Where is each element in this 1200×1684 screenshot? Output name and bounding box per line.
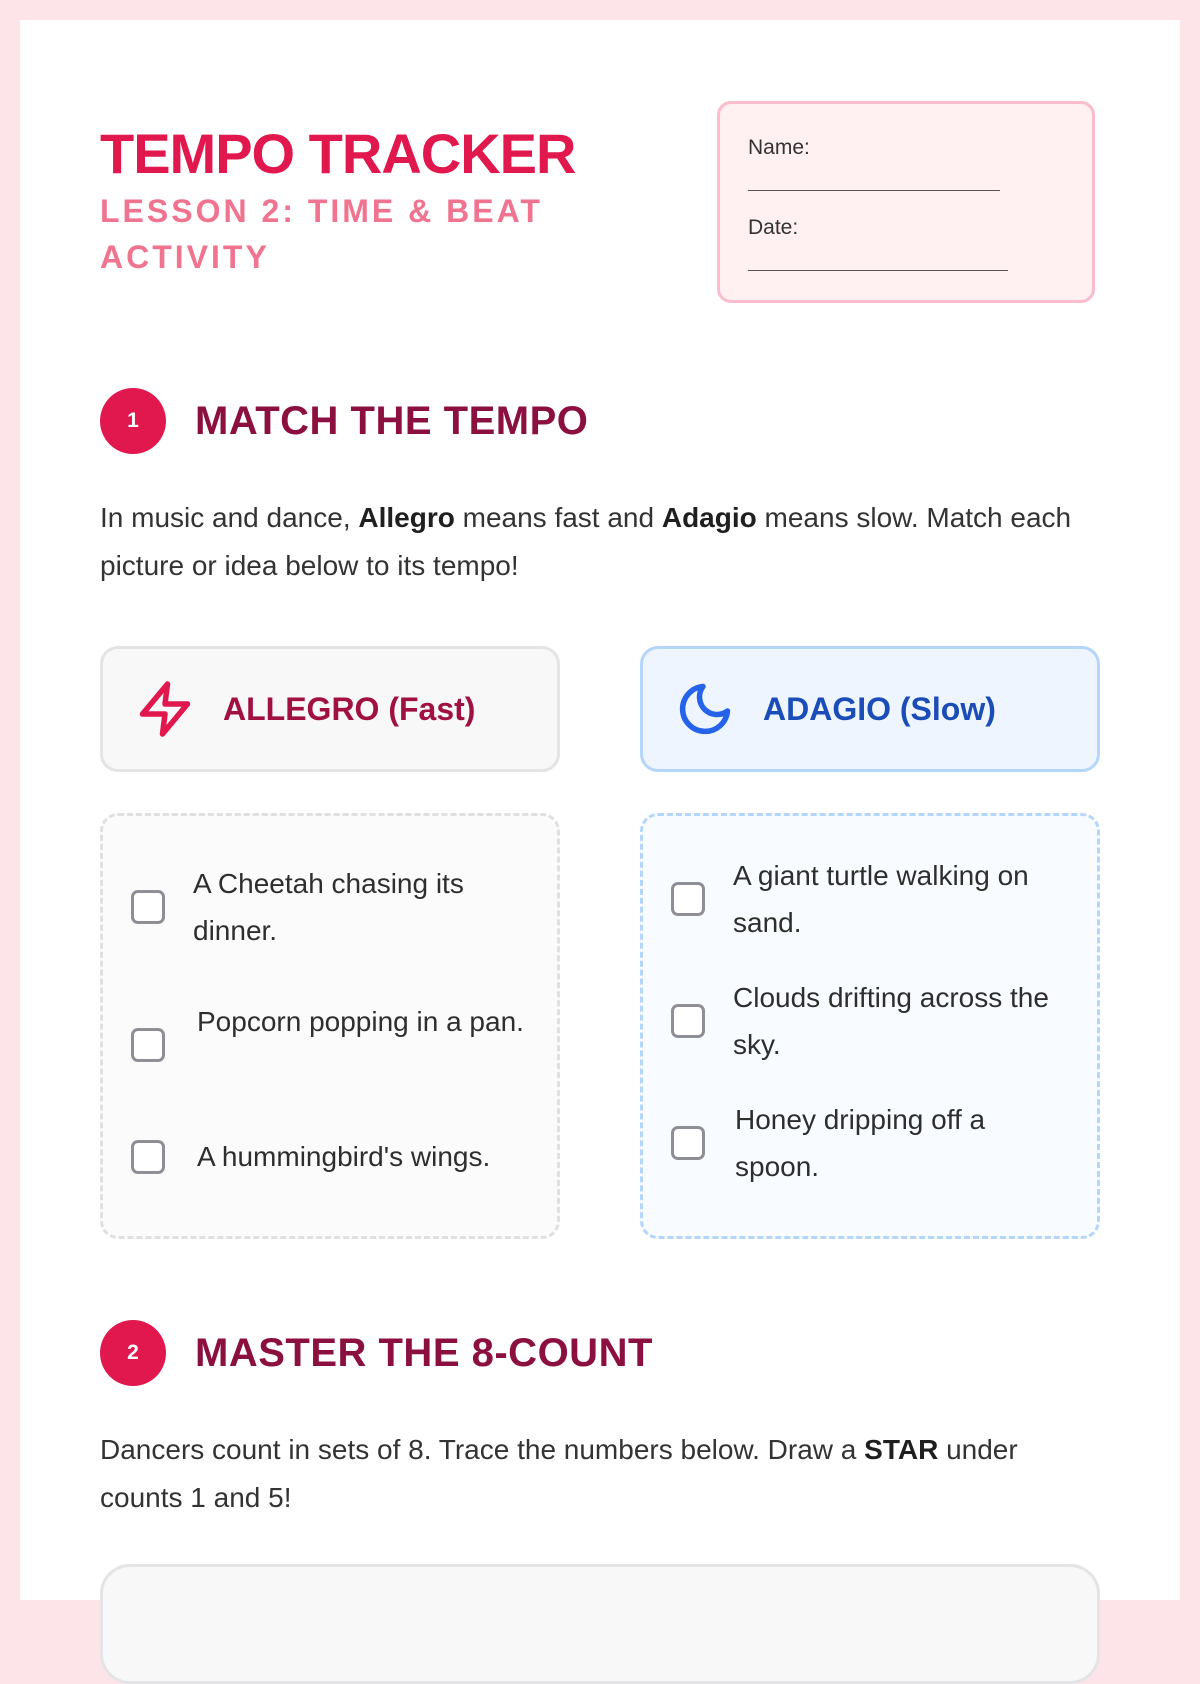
section-1-instructions: [100, 494, 1100, 590]
item-label: A giant turtle walking on sand.: [733, 860, 1029, 938]
checkbox[interactable]: [671, 1004, 705, 1038]
item-label: Honey dripping off a spoon.: [735, 1104, 986, 1182]
moon-icon: [675, 679, 735, 739]
instruction-text: In music and dance,: [100, 502, 359, 533]
allegro-label: ALLEGRO (Fast): [223, 690, 476, 727]
allegro-list: [100, 813, 560, 1239]
item-label: A hummingbird's wings.: [197, 1141, 491, 1172]
adagio-list: [640, 813, 1100, 1239]
instruction-text: means fast and: [454, 502, 662, 533]
section-1-badge: 1: [100, 388, 166, 454]
page-subtitle: LESSON 2: TIME & BEAT ACTIVITY: [100, 193, 543, 275]
item-label: A Cheetah chasing its dinner.: [193, 868, 464, 946]
worksheet-page: [20, 20, 1180, 1600]
checkbox[interactable]: [131, 1028, 165, 1062]
adagio-card: [640, 646, 1100, 772]
star-term: STAR: [864, 1434, 939, 1465]
section-2-instructions: [100, 1426, 1100, 1522]
instruction-text: means slow. Match each picture or idea below to its tempo!: [100, 502, 1072, 581]
instruction-text: under counts 1 and 5!: [100, 1434, 1018, 1513]
name-date-box: [717, 101, 1095, 303]
section-1-title: MATCH THE TEMPO: [195, 399, 589, 443]
date-line[interactable]: [748, 270, 1008, 271]
checkbox[interactable]: [671, 1126, 705, 1160]
lightning-bolt-icon: [135, 679, 195, 739]
item-label: Popcorn popping in a pan.: [197, 1006, 524, 1037]
section-2-title: MASTER THE 8-COUNT: [195, 1331, 653, 1375]
adagio-term: Adagio: [661, 502, 757, 533]
name-label: Name:: [748, 136, 810, 159]
page-title: TEMPO TRACKER: [100, 122, 576, 185]
name-line[interactable]: [748, 190, 1000, 191]
checkbox[interactable]: [131, 1140, 165, 1174]
allegro-card: [100, 646, 560, 772]
allegro-term: Allegro: [358, 502, 455, 533]
section-2-badge: 2: [100, 1320, 166, 1386]
adagio-label: ADAGIO (Slow): [763, 690, 996, 727]
eight-count-card: [100, 1564, 1100, 1684]
instruction-text: Dancers count in sets of 8. Trace the numbers below. Draw a: [100, 1434, 865, 1465]
checkbox[interactable]: [131, 890, 165, 924]
checkbox[interactable]: [671, 882, 705, 916]
date-label: Date:: [748, 216, 799, 239]
item-label: Clouds drifting across the sky.: [733, 982, 1049, 1060]
